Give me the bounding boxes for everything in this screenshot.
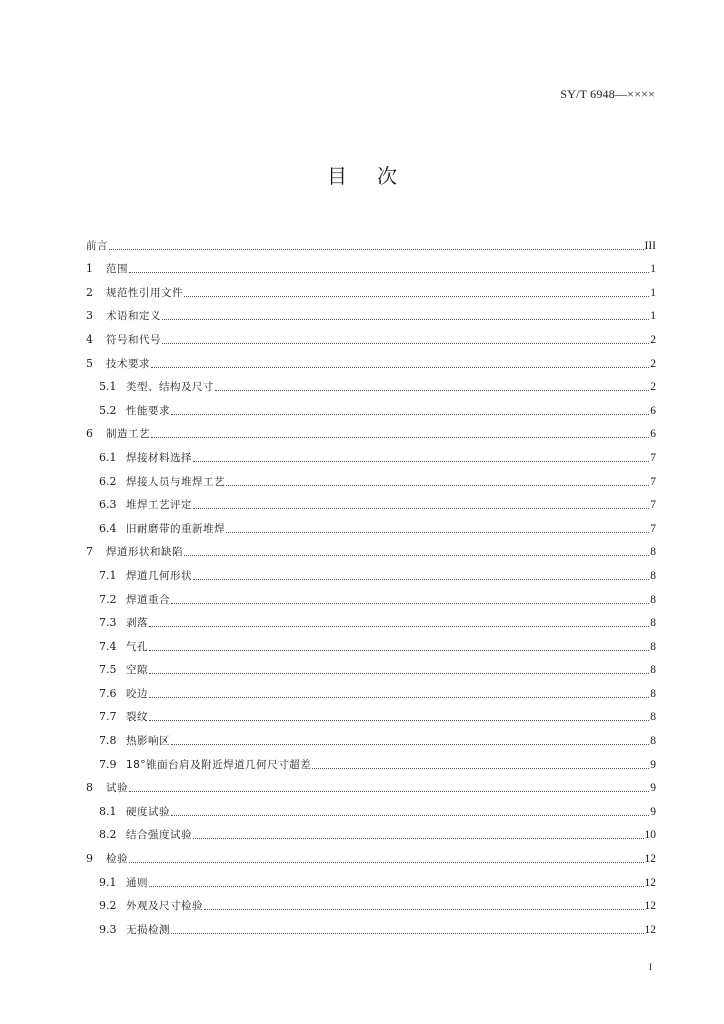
toc-entry-page: 9 — [650, 758, 656, 771]
toc-entry[interactable] — [86, 512, 656, 536]
toc-entry-page: 8 — [650, 617, 656, 630]
toc-entry-number: 7.2 — [99, 592, 117, 606]
toc-entry-number: 8.2 — [99, 828, 117, 842]
toc-entry[interactable] — [86, 323, 656, 347]
toc-dot-leader — [193, 837, 644, 839]
toc-dot-leader — [226, 531, 649, 533]
toc-dot-leader — [151, 436, 649, 438]
toc-entry-page: 2 — [650, 357, 656, 370]
toc-entry-page: 1 — [650, 310, 656, 323]
table-of-contents — [86, 229, 656, 937]
toc-entry-number: 7.6 — [99, 686, 117, 700]
toc-dot-leader — [184, 295, 649, 297]
toc-entry[interactable] — [86, 819, 656, 843]
toc-entry-label: 气孔 — [126, 640, 148, 653]
toc-dot-leader — [149, 672, 649, 674]
toc-entry-label: 外观及尺寸检验 — [126, 900, 203, 913]
toc-entry-number: 6.3 — [99, 498, 117, 512]
toc-entry-page: 8 — [650, 687, 656, 700]
toc-entry-number: 9 — [86, 852, 93, 866]
toc-entry-page: 7 — [650, 475, 656, 488]
toc-entry-page: 9 — [650, 805, 656, 818]
toc-entry-number: 8 — [86, 781, 93, 795]
toc-entry[interactable] — [86, 300, 656, 324]
toc-entry-label: 热影响区 — [126, 735, 170, 748]
toc-entry[interactable] — [86, 441, 656, 465]
toc-entry-page: 12 — [644, 923, 656, 936]
toc-entry-page: 2 — [650, 333, 656, 346]
toc-dot-leader — [129, 861, 644, 863]
toc-entry[interactable] — [86, 394, 656, 418]
toc-entry-label: 焊接材料选择 — [126, 451, 192, 464]
toc-entry-page: 8 — [650, 546, 656, 559]
toc-dot-leader — [312, 767, 649, 769]
page-number: I — [649, 962, 652, 972]
toc-dot-leader — [162, 342, 649, 344]
toc-entry-page: 7 — [650, 522, 656, 535]
toc-entry[interactable] — [86, 701, 656, 725]
toc-entry-number: 8.1 — [99, 804, 117, 818]
toc-entry[interactable] — [86, 229, 656, 253]
toc-entry-label: 18°锥面台肩及附近焊道几何尺寸超差 — [126, 758, 312, 771]
toc-entry[interactable] — [86, 347, 656, 371]
toc-entry-number: 3 — [86, 309, 93, 323]
toc-dot-leader — [171, 932, 644, 934]
toc-entry-page: 7 — [650, 451, 656, 464]
toc-dot-leader — [171, 814, 649, 816]
toc-dot-leader — [149, 719, 649, 721]
toc-entry-label: 堆焊工艺评定 — [126, 499, 192, 512]
toc-entry-label: 通则 — [126, 876, 148, 889]
toc-dot-leader — [129, 271, 649, 273]
toc-entry-label: 无损检测 — [126, 923, 170, 936]
toc-dot-leader — [162, 318, 649, 320]
toc-entry-page: 12 — [644, 876, 656, 889]
toc-entry-number: 7.4 — [99, 639, 117, 653]
toc-entry-page: 10 — [644, 829, 656, 842]
toc-dot-leader — [149, 649, 649, 651]
toc-entry-page: 8 — [650, 640, 656, 653]
toc-entry-number: 9.3 — [99, 922, 117, 936]
toc-entry-page: 8 — [650, 711, 656, 724]
toc-entry-number: 1 — [86, 262, 93, 276]
toc-entry-page: 8 — [650, 735, 656, 748]
toc-entry-page: 6 — [650, 428, 656, 441]
toc-dot-leader — [171, 413, 649, 415]
toc-entry-page: 12 — [644, 853, 656, 866]
toc-entry-label: 空隙 — [126, 664, 148, 677]
toc-entry-number: 7.9 — [99, 757, 117, 771]
toc-entry-label: 焊道几何形状 — [126, 569, 192, 582]
toc-entry-page: 12 — [644, 900, 656, 913]
toc-dot-leader — [193, 460, 649, 462]
toc-entry-page: 8 — [650, 593, 656, 606]
toc-entry-number: 5.2 — [99, 403, 117, 417]
toc-entry-label: 结合强度试验 — [126, 829, 192, 842]
toc-entry-label: 检验 — [106, 853, 128, 866]
toc-entry[interactable] — [86, 583, 656, 607]
toc-dot-leader — [215, 389, 649, 391]
toc-entry[interactable] — [86, 489, 656, 513]
toc-entry-number: 6.2 — [99, 474, 117, 488]
toc-entry-label: 前言 — [86, 239, 108, 252]
toc-entry-label: 焊道形状和缺陷 — [106, 546, 183, 559]
toc-dot-leader — [171, 743, 649, 745]
toc-entry[interactable] — [86, 866, 656, 890]
toc-entry-page: 9 — [650, 782, 656, 795]
toc-entry[interactable] — [86, 559, 656, 583]
toc-entry-label: 咬边 — [126, 687, 148, 700]
toc-entry[interactable] — [86, 890, 656, 914]
toc-entry-label: 范围 — [106, 263, 128, 276]
toc-entry[interactable] — [86, 276, 656, 300]
toc-entry-page: 1 — [650, 263, 656, 276]
toc-entry-label: 类型、结构及尺寸 — [126, 381, 214, 394]
toc-entry[interactable] — [86, 536, 656, 560]
toc-entry-label: 符号和代号 — [106, 333, 161, 346]
toc-entry[interactable] — [86, 795, 656, 819]
toc-entry-number: 6.1 — [99, 450, 117, 464]
toc-entry-number: 6.4 — [99, 521, 117, 535]
toc-entry-label: 规范性引用文件 — [106, 286, 183, 299]
toc-entry[interactable] — [86, 465, 656, 489]
toc-dot-leader — [193, 507, 649, 509]
toc-entry-number: 5 — [86, 356, 93, 370]
standard-code: SY/T 6948—×××× — [560, 87, 655, 101]
toc-dot-leader — [149, 885, 644, 887]
toc-entry[interactable] — [86, 724, 656, 748]
toc-entry-number: 9.2 — [99, 899, 117, 913]
toc-entry[interactable] — [86, 677, 656, 701]
toc-dot-leader — [129, 790, 649, 792]
page-title: 目次 — [327, 164, 427, 188]
toc-entry-number: 7.5 — [99, 663, 117, 677]
toc-entry[interactable] — [86, 371, 656, 395]
toc-entry[interactable] — [86, 253, 656, 277]
toc-entry[interactable] — [86, 654, 656, 678]
toc-entry-page: 6 — [650, 404, 656, 417]
toc-entry-label: 裂纹 — [126, 711, 148, 724]
toc-entry-number: 7.7 — [99, 710, 117, 724]
toc-entry-page: III — [644, 239, 656, 252]
toc-dot-leader — [151, 366, 649, 368]
toc-entry-label: 硬度试验 — [126, 805, 170, 818]
toc-entry-label: 性能要求 — [126, 404, 170, 417]
toc-dot-leader — [109, 248, 644, 250]
toc-entry-page: 8 — [650, 569, 656, 582]
toc-entry-label: 制造工艺 — [106, 428, 150, 441]
toc-entry-label: 试验 — [106, 782, 128, 795]
toc-entry-number: 6 — [86, 427, 93, 441]
toc-entry-page: 2 — [650, 381, 656, 394]
toc-entry-page: 8 — [650, 664, 656, 677]
toc-entry-number: 5.1 — [99, 380, 117, 394]
toc-entry-label: 焊接人员与堆焊工艺 — [126, 475, 225, 488]
toc-dot-leader — [149, 696, 649, 698]
toc-entry[interactable] — [86, 418, 656, 442]
toc-entry[interactable] — [86, 913, 656, 937]
toc-entry-number: 7 — [86, 545, 93, 559]
toc-entry-label: 技术要求 — [106, 357, 150, 370]
toc-dot-leader — [226, 484, 649, 486]
toc-dot-leader — [204, 908, 644, 910]
toc-entry-label: 焊道重合 — [126, 593, 170, 606]
toc-entry[interactable] — [86, 748, 656, 772]
toc-dot-leader — [184, 554, 649, 556]
toc-entry-number: 7.1 — [99, 568, 117, 582]
toc-entry-label: 剥落 — [126, 617, 148, 630]
toc-entry-label: 术语和定义 — [106, 310, 161, 323]
toc-entry-page: 1 — [650, 286, 656, 299]
toc-entry[interactable] — [86, 630, 656, 654]
toc-entry-label: 旧耐磨带的重新堆焊 — [126, 522, 225, 535]
toc-entry-number: 9.1 — [99, 875, 117, 889]
toc-entry[interactable] — [86, 607, 656, 631]
toc-entry[interactable] — [86, 842, 656, 866]
toc-dot-leader — [149, 625, 649, 627]
toc-entry-number: 7.3 — [99, 616, 117, 630]
toc-dot-leader — [193, 578, 649, 580]
toc-entry[interactable] — [86, 772, 656, 796]
toc-entry-number: 2 — [86, 285, 93, 299]
toc-entry-page: 7 — [650, 499, 656, 512]
toc-entry-number: 7.8 — [99, 734, 117, 748]
toc-entry-number: 4 — [86, 332, 93, 346]
toc-dot-leader — [171, 602, 649, 604]
